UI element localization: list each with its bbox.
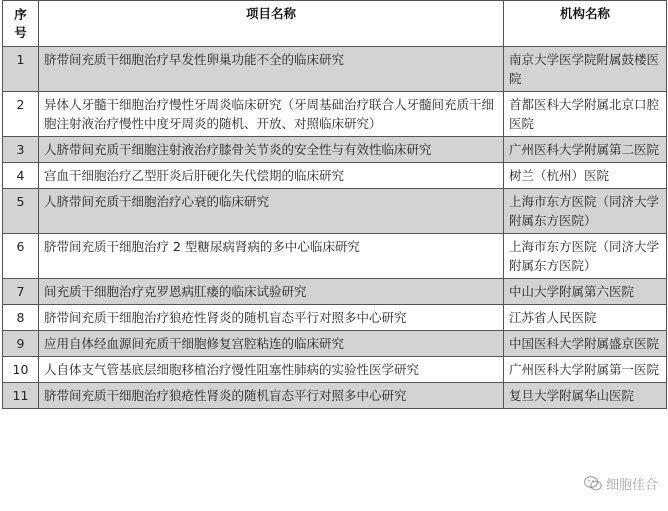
row-institution-name: 南京大学医学院附属鼓楼医院 [504,47,667,92]
row-project-name: 脐带间充质干细胞治疗狼疮性肾炎的随机盲态平行对照多中心研究 [39,383,504,409]
row-project-name: 人脐带间充质干细胞注射液治疗膝骨关节炎的安全性与有效性临床研究 [39,137,504,163]
row-number: 11 [3,383,39,409]
row-institution-name: 江苏省人民医院 [504,305,667,331]
table-header-row [3,1,667,47]
header-project-name: 项目名称 [39,1,504,47]
row-project-name: 脐带间充质干细胞治疗 2 型糖尿病肾病的多中心临床研究 [39,234,504,279]
row-project-name: 脐带间充质干细胞治疗早发性卵巢功能不全的临床研究 [39,47,504,92]
table-row [3,357,667,383]
row-institution-name: 首都医科大学附属北京口腔医院 [504,92,667,137]
row-project-name: 间充质干细胞治疗克罗恩病肛瘘的临床试验研究 [39,279,504,305]
table-row [3,92,667,137]
table-row [3,331,667,357]
row-institution-name: 广州医科大学附属第一医院 [504,357,667,383]
row-project-name: 应用自体经血源间充质干细胞修复宫腔粘连的临床研究 [39,331,504,357]
row-institution-name: 广州医科大学附属第二医院 [504,137,667,163]
watermark-text: 细胞佳合 [605,478,658,493]
row-number: 5 [3,189,39,234]
header-number: 序 号 [3,1,39,47]
row-project-name: 人脐带间充质干细胞治疗心衰的临床研究 [39,189,504,234]
table-row [3,189,667,234]
row-number: 2 [3,92,39,137]
row-institution-name: 上海市东方医院（同济大学附属东方医院） [504,189,667,234]
row-number: 8 [3,305,39,331]
row-institution-name: 树兰（杭州）医院 [504,163,667,189]
table-row [3,383,667,409]
row-institution-name: 复旦大学附属华山医院 [504,383,667,409]
row-number: 1 [3,47,39,92]
row-number: 7 [3,279,39,305]
row-number: 6 [3,234,39,279]
row-number: 3 [3,137,39,163]
row-number: 10 [3,357,39,383]
table-row [3,163,667,189]
row-project-name: 异体人牙髓干细胞治疗慢性牙周炎临床研究（牙周基础治疗联合人牙髓间充质干细胞注射液治疗慢性中度牙周炎的随机、开放、对照临床研究） [39,92,504,137]
table-row [3,279,667,305]
table-row [3,305,667,331]
row-number: 4 [3,163,39,189]
row-institution-name: 中山大学附属第六医院 [504,279,667,305]
row-number: 9 [3,331,39,357]
header-institution-name: 机构名称 [504,1,667,47]
row-institution-name: 中国医科大学附属盛京医院 [504,331,667,357]
table-row [3,47,667,92]
row-institution-name: 上海市东方医院（同济大学附属东方医院） [504,234,667,279]
wechat-icon [584,476,602,491]
row-project-name: 人自体支气管基底层细胞移植治疗慢性阻塞性肺病的实验性医学研究 [39,357,504,383]
row-project-name: 脐带间充质干细胞治疗狼疮性肾炎的随机盲态平行对照多中心研究 [39,305,504,331]
table-row [3,137,667,163]
table-row [3,234,667,279]
row-project-name: 宫血干细胞治疗乙型肝炎后肝硬化失代偿期的临床研究 [39,163,504,189]
clinical-research-table [2,0,667,409]
watermark [584,474,658,493]
